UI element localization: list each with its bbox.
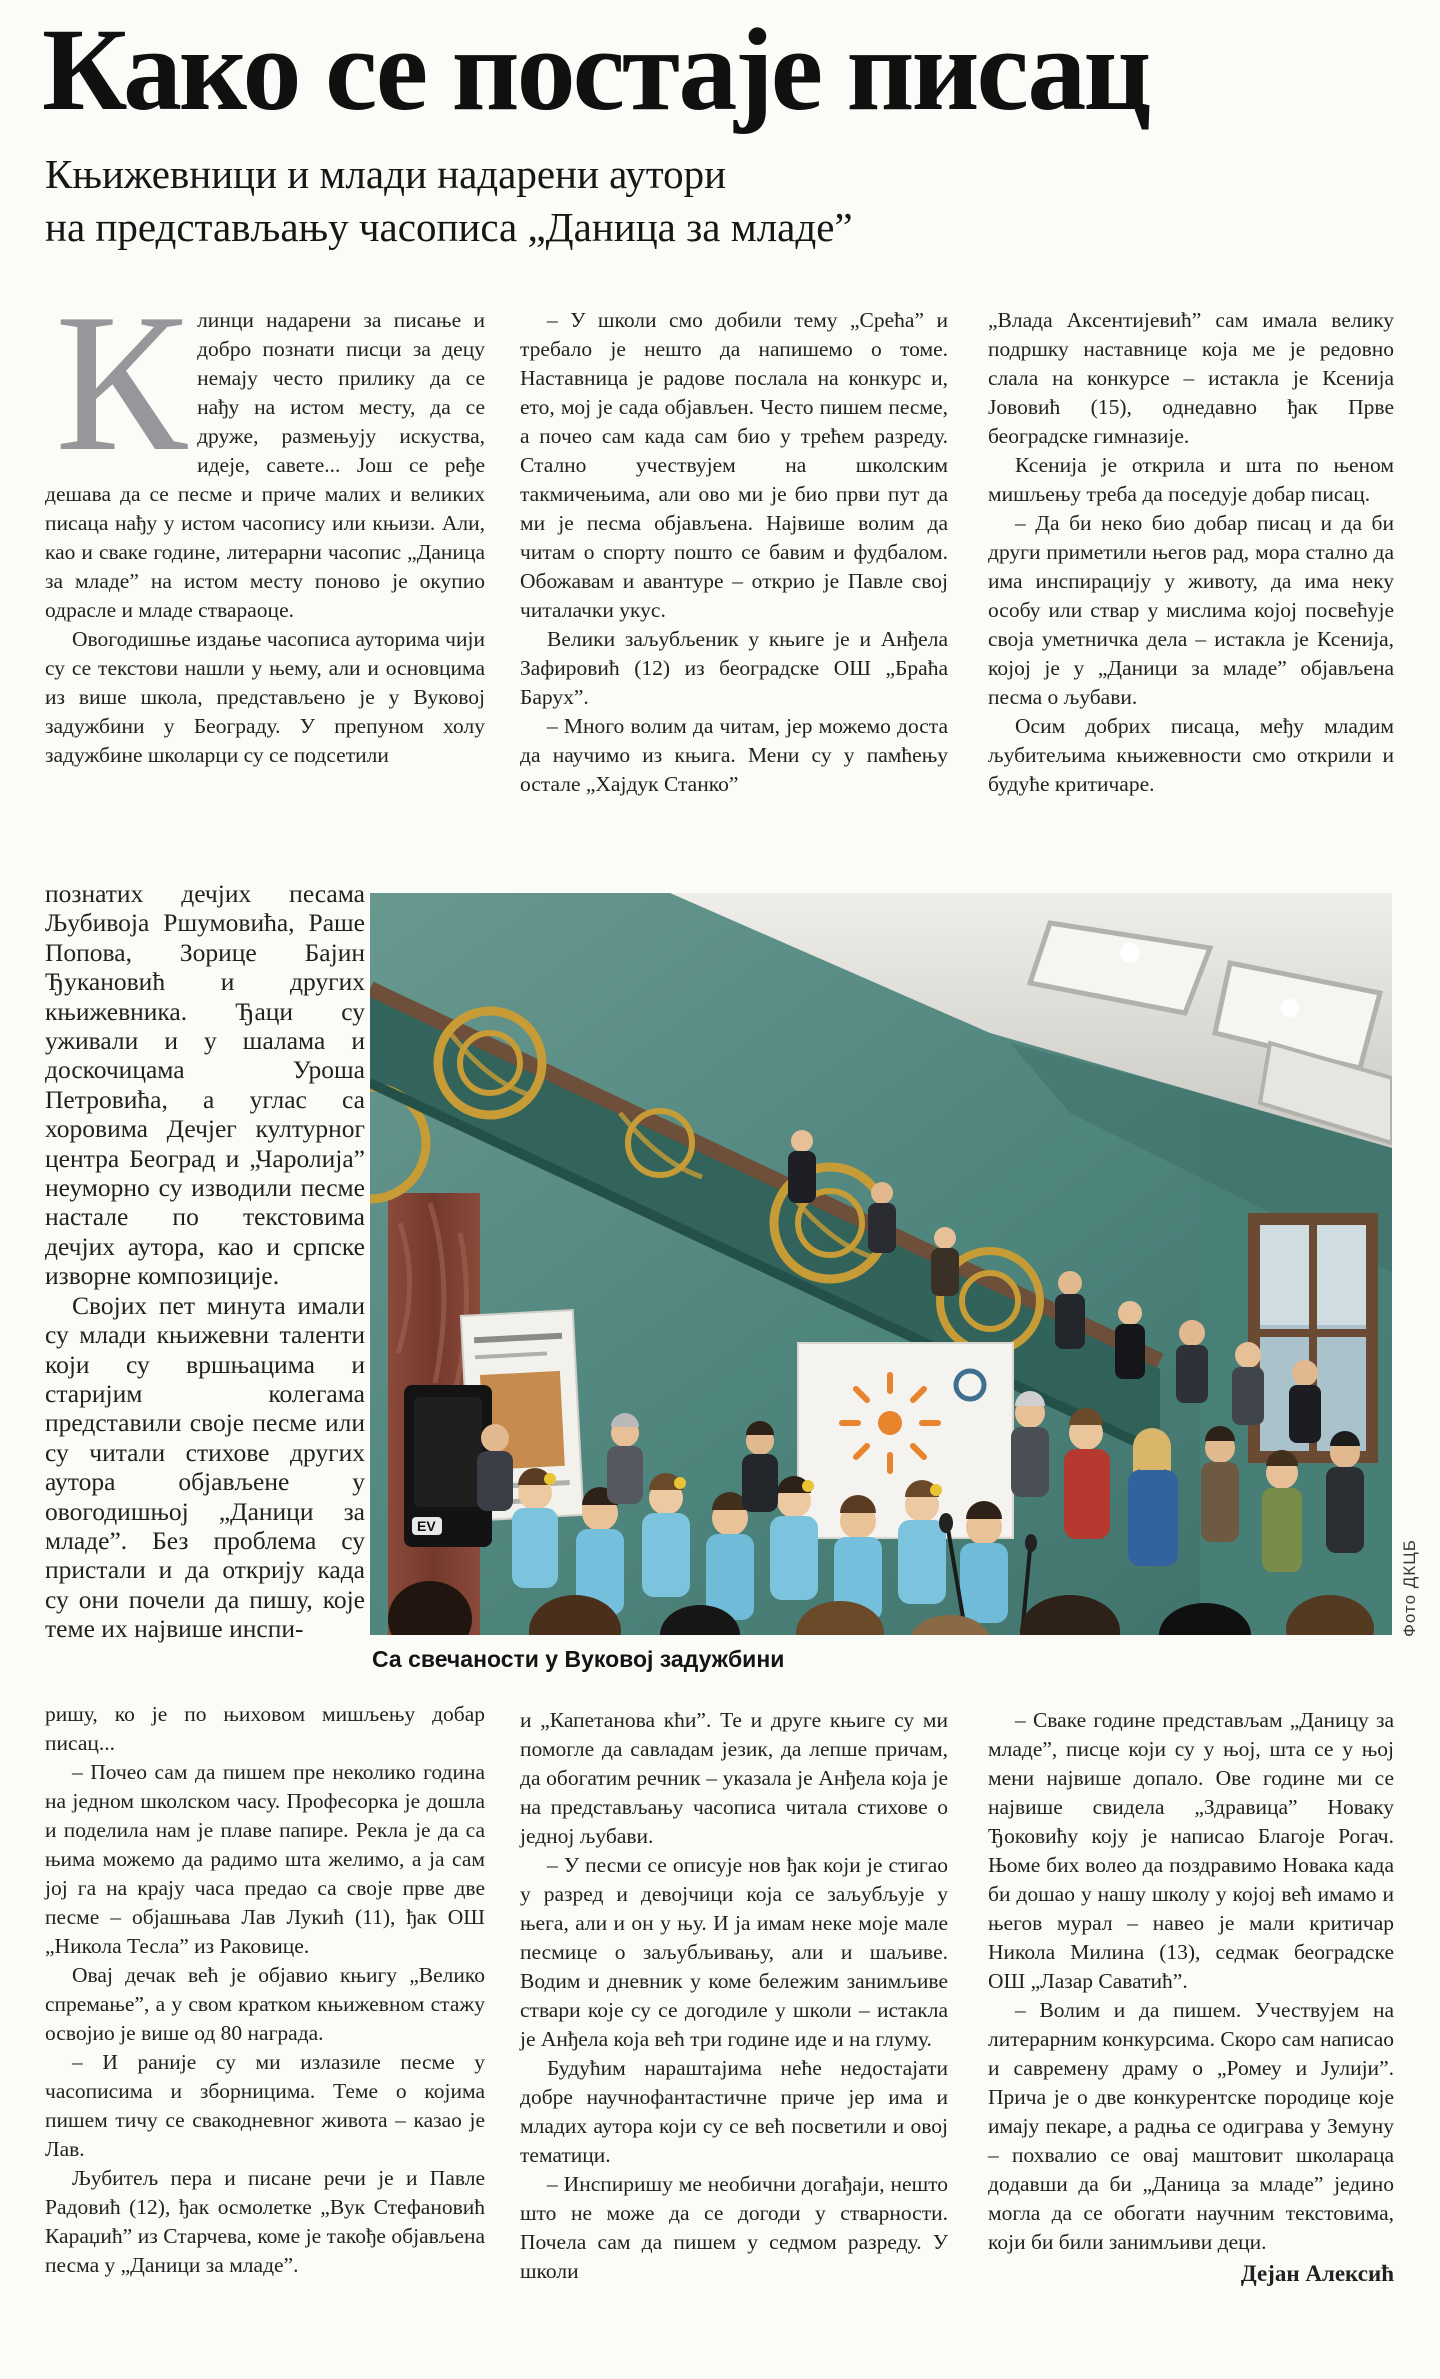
- paragraph: – Много волим да читам, јер можемо доста да научимо из књига. Мени су у памћењу остале „Хајдук Станко”: [520, 714, 948, 796]
- paragraph: Осим добрих писаца, међу младим љубитељима књижевности смо открили и будуће критичаре.: [988, 714, 1394, 796]
- column-1-bottom: [45, 1700, 485, 2280]
- paragraph: Својих пет минута имали су млади књижевни таленти који су вршњацима и старијим колегама представили своје песме или су читали стихове других аутора објављене у овогодишњој „Даници за младе”. Без проблема су пристали и да открију када су они почели да пишу, које теме их највише инспи-: [45, 1290, 365, 1644]
- photo-caption: Са свечаности у Вуковој задужбини: [372, 1646, 785, 1672]
- paragraph: Будућим нараштајима неће недостајати добре научнофантастичне приче јер има и младих аутора који су се већ посветили и овој тематици.: [520, 2056, 948, 2167]
- woman-in-blue: [1128, 1428, 1178, 1566]
- paragraph: – Почео сам да пишем пре неколико година на једном школском часу. Професорка је дошла и поделила нам је плаве папире. Рекла је да са њима можемо да радимо шта желимо, а ја сам јој га на крају часа предао са своје прве две песме – објашњава Лав Лукић (11), ђак ОШ „Никола Тесла” из Раковице.: [45, 1760, 485, 1958]
- paragraph: ришу, ко је по њиховом мишљењу добар писац...: [45, 1702, 485, 1755]
- column-3-top: [988, 306, 1394, 799]
- drop-cap-letter: К: [55, 273, 188, 492]
- paragraph: – У школи смо добили тему „Срећа” и требало је нешто да напишемо о томе. Наставница је радове послала на конкурс и, ето, мој је сада објављен. Често пишем песме, а почео сам када сам био у трећем разреду. Стално учествујем на школским такмичењима, али ово ми је био први пут да ми је песма објављена. Највише волим да читам о спорту пошто се бавим и фудбалом. Обожавам и авантуре – открио је Павле свој читалачки укус.: [520, 308, 948, 622]
- paragraph: познатих дечјих песама Љубивоја Ршумовића, Раше Попова, Зорице Бајин Ђукановић и других књижевника. Ђаци су уживали и у шалама и доскочицама Уроша Петровића, а углас са хоровима Дечјег културног центра Београд и „Чаролија” неуморно су изводили песме настале по текстовима дечјих аутора, као и српске изворне композиције.: [45, 879, 365, 1291]
- paragraph: – Волим и да пишем. Учествујем на литерарним конкурсима. Скоро сам написао и савремену драму о „Ромеу и Јулији”. Прича је о две конкурентске породице које имају пекаре, а радња се одиграва у Земуну – похвалио се овај маштовит школараца додавши да би „Даница за младе” једино могла да се обогати научним текстовима, који би били занимљиви деци.: [988, 1998, 1394, 2254]
- article-title: Како се постаје писац: [42, 4, 1149, 135]
- column-2-bottom: [520, 1706, 948, 2286]
- paragraph: Овај дечак већ је објавио књигу „Велико спремање”, а у свом кратком књижевном стажу освојио је више од 80 награда.: [45, 1963, 485, 2045]
- paragraph: – У песми се описује нов ђак који је стигао у разред и девојчици која се заљубљује у њега, али и он у њу. И ја имам неке моје мале песмице о заљубљивању, али и шаљиве. Водим и дневник у коме бележим занимљиве ствари које су се догодиле у школи – истакла је Анђела која већ три године иде и на глуму.: [520, 1853, 948, 2051]
- column-2-top: [520, 306, 948, 799]
- article-subtitle: [45, 148, 945, 254]
- author-byline: Дејан Алексић: [1240, 2261, 1394, 2286]
- paragraph: Ксенија је открила и шта по њеном мишљењу треба да поседује добар писац.: [988, 453, 1394, 506]
- event-photo: [370, 893, 1392, 1635]
- paragraph: Велики заљубљеник у књиге је и Анђела Зафировић (12) из београдске ОШ „Браћа Барух”.: [520, 627, 948, 709]
- paragraph: – И раније су ми излазиле песме у часописима и зборницима. Теме о којима пишем тичу се свакодневног живота – казао је Лав.: [45, 2050, 485, 2161]
- paragraph: – Да би неко био добар писац и да би други приметили његов рад, мора стално да има инспирацију у животу, да има неку особу или ствар у мислима којој посвећује своја уметничка дела – истакла је Ксенија, којој је у „Даници за младе” објављена песма о љубави.: [988, 511, 1394, 709]
- photo-credit: Фото ДКЦБ: [1400, 1539, 1419, 1637]
- paragraph: – Сваке године представљам „Даницу за младе”, писце који су у њој, шта се у њој мени највише допало. Ове године ми се највише свидела „Здравица” Новаку Ђоковићу коју је написао Благоје Рогач. Њоме бих волео да поздравимо Новака када би дошао у нашу школу у којој већ имамо и његов мурал – навео је мали критичар Никола Милина (13), седмак београдске ОШ „Лазар Саватић”.: [988, 1708, 1394, 1993]
- paragraph: „Влада Аксентијевић” сам имала велику подршку наставнице која ме је редовно слала на конкурсе – истакла је Ксенија Јововић (15), однедавно ђак Прве београдске гимназије.: [988, 308, 1394, 448]
- speaker-logo: EV: [417, 1518, 436, 1534]
- paragraph: Љубитељ пера и писане речи је и Павле Радовић (12), ђак осмолетке „Вук Стефановић Караџић” из Старчева, коме је такође објављена песма у „Даници за младе”.: [45, 2166, 485, 2277]
- paragraph: и „Капетанова кћи”. Те и друге књиге су ми помогле да савладам језик, да лепше причам, да обогатим речник – указала је Анђела која је на представљању часописа читала стихове о једној љубави.: [520, 1708, 948, 1848]
- column-3-bottom: [988, 1706, 1394, 2288]
- subtitle-line-2: на представљању часописа „Даница за младе”: [45, 204, 853, 250]
- column-1-emphasized-block: [45, 879, 365, 1644]
- event-photo-illustration: [370, 893, 1392, 1635]
- paragraph: Овогодишње издање часописа ауторима чији су се текстови нашли у њему, али и основцима из више школа, представљено је у Вуковој задужбини у Београду. У препуном холу задужбине школарци су се подсетили: [45, 627, 485, 767]
- paragraph: – Инспиришу ме необични догађаји, нешто што не може да се догоди у стварности. Почела сам да пишем у седмом разреду. У школи: [520, 2172, 948, 2283]
- paragraph: Клинци надарени за писање и добро познати писци за децу немају често прилику да се нађу на истом месту, да се друже, размењују искуства, идеје, савете... Још се ређе дешава да се песме и приче малих и великих писаца нађу у истом часопису или књизи. Али, као и сваке године, литерарни часопис „Даница за младе” на истом месту поново је окупио одрасле и младе ствараоце.: [45, 273, 485, 622]
- subtitle-line-1: Књижевници и млади надарени аутори: [45, 151, 727, 197]
- column-1-top: [45, 273, 485, 770]
